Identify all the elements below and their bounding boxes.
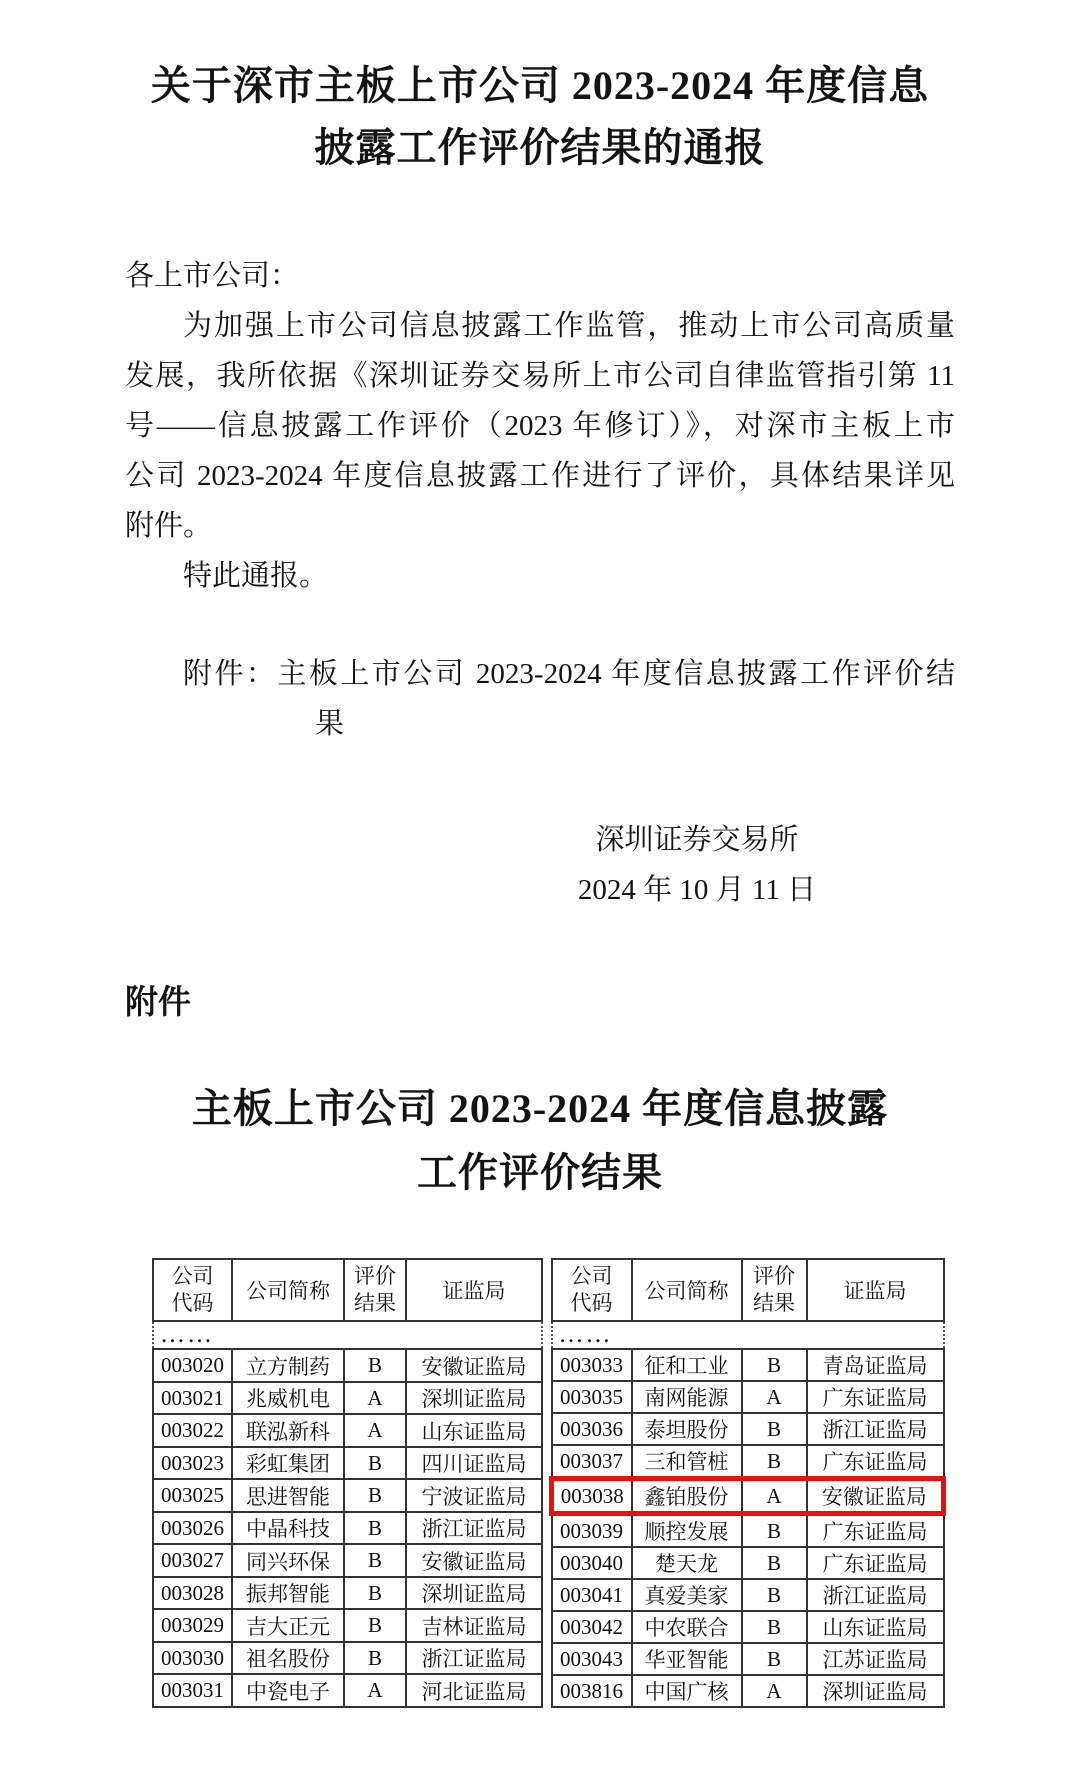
- table-row: [552, 1381, 944, 1413]
- rating-cell: A: [742, 1381, 807, 1413]
- company-name-cell: 振邦智能: [232, 1577, 344, 1610]
- bureau-cell: 深圳证监局: [406, 1577, 542, 1610]
- bureau-cell: 浙江证监局: [807, 1413, 944, 1445]
- table-row: [552, 1413, 944, 1445]
- rating-cell: B: [742, 1547, 807, 1579]
- bureau-cell: 广东证监局: [807, 1445, 944, 1479]
- bureau-cell: 广东证监局: [807, 1514, 944, 1548]
- rating-cell: B: [742, 1413, 807, 1445]
- table-row: [552, 1445, 944, 1479]
- bureau-cell: 广东证监局: [807, 1547, 944, 1579]
- attachment-reference-line1: 附件：主板上市公司 2023-2024 年度信息披露工作评价结: [183, 658, 955, 690]
- attachment-reference-line2: 果: [315, 708, 345, 740]
- company-name-cell: 祖名股份: [232, 1642, 344, 1675]
- bureau-cell: 青岛证监局: [807, 1349, 944, 1381]
- rating-cell: A: [742, 1479, 807, 1514]
- company-code-cell: 003040: [552, 1547, 632, 1579]
- ellipsis-cell: ……: [552, 1321, 944, 1349]
- table-row: [153, 1414, 542, 1447]
- notice-title-line1: 关于深市主板上市公司 2023-2024 年度信息: [150, 63, 930, 108]
- notice-title-line2: 披露工作评价结果的通报: [314, 125, 766, 170]
- company-name-header: 公司简称: [232, 1259, 344, 1321]
- table-row: [552, 1675, 944, 1707]
- table-row: [153, 1544, 542, 1577]
- evaluation-table-left: [152, 1258, 543, 1708]
- appendix-title: [125, 1077, 955, 1205]
- salutation: 各上市公司：: [125, 260, 300, 292]
- bureau-cell: 安徽证监局: [807, 1479, 944, 1514]
- rating-cell: B: [344, 1609, 406, 1642]
- bureau-cell: 浙江证监局: [406, 1512, 542, 1545]
- bureau-cell: 山东证监局: [406, 1414, 542, 1447]
- table-row: [552, 1479, 944, 1514]
- company-name-cell: 征和工业: [632, 1349, 742, 1381]
- rating-cell: A: [344, 1674, 406, 1707]
- company-name-cell: 吉大正元: [232, 1609, 344, 1642]
- company-code-cell: 003033: [552, 1349, 632, 1381]
- bureau-cell: 浙江证监局: [406, 1642, 542, 1675]
- company-name-cell: 兆威机电: [232, 1382, 344, 1415]
- company-name-cell: 中国广核: [632, 1675, 742, 1707]
- company-code-cell: 003042: [552, 1611, 632, 1643]
- bureau-cell: 四川证监局: [406, 1447, 542, 1480]
- issue-date: 2024 年 10 月 11 日: [577, 874, 817, 906]
- company-code-header: 公司 代码: [552, 1259, 632, 1321]
- company-name-cell: 中农联合: [632, 1611, 742, 1643]
- table-row: [552, 1547, 944, 1579]
- table-row: [552, 1349, 944, 1381]
- company-code-cell: 003028: [153, 1577, 232, 1610]
- ellipsis-row: [153, 1321, 542, 1349]
- rating-cell: B: [742, 1579, 807, 1611]
- table-row: [153, 1479, 542, 1512]
- rating-cell: B: [344, 1349, 406, 1382]
- company-name-cell: 顺控发展: [632, 1514, 742, 1548]
- company-name-cell: 彩虹集团: [232, 1447, 344, 1480]
- table-row: [153, 1642, 542, 1675]
- company-code-cell: 003041: [552, 1579, 632, 1611]
- signature-block: [125, 815, 955, 915]
- body-line: 为加强上市公司信息披露工作监管，推动上市公司高质量: [183, 310, 955, 342]
- bureau-cell: 吉林证监局: [406, 1609, 542, 1642]
- bureau-cell: 宁波证监局: [406, 1479, 542, 1512]
- rating-cell: B: [344, 1577, 406, 1610]
- issuer-name: 深圳证券交易所: [595, 824, 799, 856]
- company-code-cell: 003816: [552, 1675, 632, 1707]
- rating-cell: B: [344, 1512, 406, 1545]
- company-name-cell: 同兴环保: [232, 1544, 344, 1577]
- company-code-cell: 003030: [153, 1642, 232, 1675]
- company-name-cell: 思进智能: [232, 1479, 344, 1512]
- bureau-cell: 安徽证监局: [406, 1544, 542, 1577]
- rating-cell: B: [742, 1611, 807, 1643]
- company-code-cell: 003035: [552, 1381, 632, 1413]
- ellipsis-row: [552, 1321, 944, 1349]
- company-name-cell: 中晶科技: [232, 1512, 344, 1545]
- bureau-cell: 江苏证监局: [807, 1643, 944, 1675]
- table-row: [552, 1579, 944, 1611]
- rating-cell: B: [344, 1479, 406, 1512]
- header-row: [153, 1259, 542, 1321]
- company-code-cell: 003025: [153, 1479, 232, 1512]
- rating-cell: A: [344, 1382, 406, 1415]
- rating-cell: B: [742, 1514, 807, 1548]
- rating-cell: B: [742, 1445, 807, 1479]
- company-name-cell: 华亚智能: [632, 1643, 742, 1675]
- rating-cell: A: [344, 1414, 406, 1447]
- appendix-title-line1: 主板上市公司 2023-2024 年度信息披露: [191, 1086, 889, 1131]
- table-row: [552, 1611, 944, 1643]
- evaluation-table-right: [549, 1258, 946, 1708]
- company-code-cell: 003021: [153, 1382, 232, 1415]
- table-row: [153, 1512, 542, 1545]
- bureau-cell: 深圳证监局: [807, 1675, 944, 1707]
- bureau-cell: 浙江证监局: [807, 1579, 944, 1611]
- company-code-cell: 003020: [153, 1349, 232, 1382]
- company-code-cell: 003036: [552, 1413, 632, 1445]
- notice-body: [125, 301, 955, 601]
- attachment-reference: [125, 649, 955, 749]
- bureau-cell: 安徽证监局: [406, 1349, 542, 1382]
- body-line: 号——信息披露工作评价（2023 年修订）》，对深市主板上市: [125, 410, 955, 442]
- company-name-header: 公司简称: [632, 1259, 742, 1321]
- bureau-cell: 山东证监局: [807, 1611, 944, 1643]
- rating-header: 评价 结果: [742, 1259, 807, 1321]
- table-row: [153, 1609, 542, 1642]
- company-name-cell: 立方制药: [232, 1349, 344, 1382]
- table-row: [153, 1674, 542, 1707]
- rating-cell: B: [344, 1447, 406, 1480]
- bureau-cell: 河北证监局: [406, 1674, 542, 1707]
- notice-title: [125, 55, 955, 179]
- company-name-cell: 联泓新科: [232, 1414, 344, 1447]
- rating-cell: A: [742, 1675, 807, 1707]
- company-name-cell: 泰坦股份: [632, 1413, 742, 1445]
- evaluation-tables: [152, 1258, 955, 1708]
- company-code-cell: 003038: [552, 1479, 632, 1514]
- body-line: 公司 2023-2024 年度信息披露工作进行了评价，具体结果详见: [125, 460, 955, 492]
- rating-cell: B: [344, 1642, 406, 1675]
- header-row: [552, 1259, 944, 1321]
- table-row: [552, 1514, 944, 1548]
- company-code-cell: 003037: [552, 1445, 632, 1479]
- rating-header: 评价 结果: [344, 1259, 406, 1321]
- appendix-title-line2: 工作评价结果: [417, 1150, 663, 1195]
- rating-cell: B: [742, 1643, 807, 1675]
- company-code-cell: 003026: [153, 1512, 232, 1545]
- body-line: 发展，我所依据《深圳证券交易所上市公司自律监管指引第 11: [125, 360, 955, 392]
- bureau-cell: 深圳证监局: [406, 1382, 542, 1415]
- rating-cell: B: [742, 1349, 807, 1381]
- company-code-cell: 003043: [552, 1643, 632, 1675]
- company-name-cell: 鑫铂股份: [632, 1479, 742, 1514]
- company-name-cell: 楚天龙: [632, 1547, 742, 1579]
- bureau-header: 证监局: [406, 1259, 542, 1321]
- table-row: [153, 1382, 542, 1415]
- company-code-cell: 003027: [153, 1544, 232, 1577]
- company-name-cell: 三和管桩: [632, 1445, 742, 1479]
- table-row: [153, 1577, 542, 1610]
- bureau-cell: 广东证监局: [807, 1381, 944, 1413]
- appendix-label: 附件: [125, 983, 191, 1020]
- company-code-cell: 003022: [153, 1414, 232, 1447]
- company-code-cell: 003039: [552, 1514, 632, 1548]
- table-row: [153, 1447, 542, 1480]
- body-line: 附件。: [125, 510, 213, 542]
- bureau-header: 证监局: [807, 1259, 944, 1321]
- closing-line: 特此通报。: [183, 560, 329, 592]
- company-name-cell: 中瓷电子: [232, 1674, 344, 1707]
- company-code-cell: 003029: [153, 1609, 232, 1642]
- company-code-header: 公司 代码: [153, 1259, 232, 1321]
- table-row: [153, 1349, 542, 1382]
- company-code-cell: 003023: [153, 1447, 232, 1480]
- company-name-cell: 真爱美家: [632, 1579, 742, 1611]
- company-code-cell: 003031: [153, 1674, 232, 1707]
- rating-cell: B: [344, 1544, 406, 1577]
- table-row: [552, 1643, 944, 1675]
- company-name-cell: 南网能源: [632, 1381, 742, 1413]
- ellipsis-cell: ……: [153, 1321, 542, 1349]
